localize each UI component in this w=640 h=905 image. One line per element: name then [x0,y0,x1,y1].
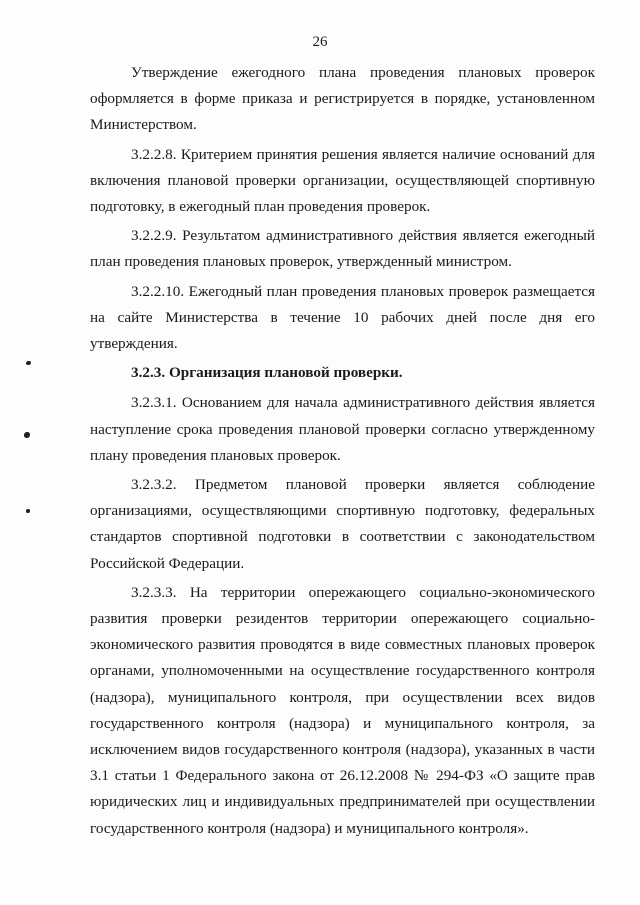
page-number: 26 [312,34,328,50]
scan-speck [26,361,31,365]
document-body [90,60,595,845]
paragraph-3-2-3-1: 3.2.3.1. Основанием для начала административного действия является наступление срока проведения плановой проверки согласно утвержденному плану проведения плановых проверок. [90,394,595,464]
section-heading-3-2-3: 3.2.3. Организация плановой проверки. [131,364,403,382]
paragraph-3-2-2-10: 3.2.2.10. Ежегодный план проведения плановых проверок размещается на сайте Министерства в течение 10 рабочих дней после дня его утверждения. [90,282,595,353]
paragraph-3-2-2-8: 3.2.2.8. Критерием принятия решения является наличие оснований для включения плановой проверки организации, осуществляющей спортивную подготовку, в ежегодный план проведения проверок. [90,145,595,216]
paragraph-3-2-2-9: 3.2.2.9. Результатом административного действия является ежегодный план проведения плановых проверок, утвержденный министром. [90,227,595,271]
scan-speck [24,432,30,438]
paragraph-plan-approval: Утверждение ежегодного плана проведения плановых проверок оформляется в форме приказа и регистрируется в порядке, установленном Министерством. [90,64,595,134]
paragraph-3-2-3-2: 3.2.3.2. Предметом плановой проверки является соблюдение организациями, осуществляющими спортивную подготовку, федеральных стандартов спортивной подготовки в соответствии с законодательством Российской Федерации. [90,476,595,572]
scan-speck [26,509,30,513]
paragraph-3-2-3-3: 3.2.3.3. На территории опережающего социально-экономического развития проверки резидентов территории опережающего социально-экономического развития проводятся в виде совместных плановых проверок органами, уполномоченными на осуществление государственного контроля (надзора), муниципального контроля, при осуществлении всех видов государственного контроля (надзора) и муниципального контроля, за исключением видов государственного контроля (надзора), указанных в части 3.1 статьи 1 Федерального закона от 26.12.2008 № 294-ФЗ «О защите прав юридических лиц и индивидуальных предпринимателей при осуществлении государственного контроля (надзора) и муниципального контроля». [90,583,595,837]
